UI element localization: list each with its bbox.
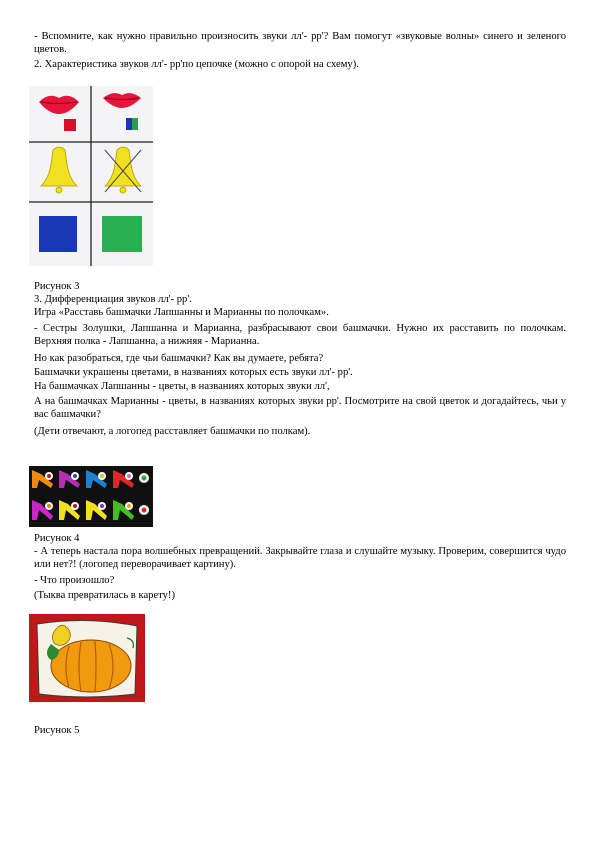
paragraph-question: Но как разобраться, где чьи башмачки? Как вы думаете, ребята? bbox=[34, 353, 324, 364]
paragraph-flowers: Башмачки украшены цветами, в названиях которых есть звуки лл'- рр'. bbox=[34, 367, 353, 378]
paragraph-lapshanna: На башмачках Лапшанны - цветы, в названиях которых звуки лл', bbox=[34, 381, 330, 392]
figure-4-shoes bbox=[29, 466, 153, 527]
green-square-icon bbox=[102, 216, 142, 252]
blue-square-icon bbox=[39, 216, 77, 252]
green-bar-icon bbox=[132, 118, 138, 130]
caption-figure-4: Рисунок 4 bbox=[34, 533, 80, 544]
paragraph-sisters: - Сестры Золушки, Лапшанна и Марианна, разбрасывают свои башмачки. Нужно их расставить по полочкам. Верхняя полка - Лапшанна, а нижняя - Марианна. bbox=[34, 323, 566, 348]
pumpkin-icon bbox=[51, 640, 131, 692]
figure-5-pumpkin bbox=[29, 614, 145, 702]
paragraph-sound-waves: - Вспомните, как нужно правильно произносить звуки лл'- рр'? Вам помогут «звуковые волны» синего и зеленого цветов. bbox=[34, 31, 566, 56]
figure-3-scheme bbox=[29, 86, 153, 266]
paragraph-characteristic: 2. Характеристика звуков лл'- рр'по цепочке (можно с опорой на схему). bbox=[34, 59, 359, 70]
paragraph-children-answer: (Дети отвечают, а логопед расставляет башмачки по полкам). bbox=[34, 426, 311, 437]
paragraph-what-happened: - Что произошло? bbox=[34, 575, 115, 586]
paragraph-magic: - А теперь настала пора волшебных превращений. Закрывайте глаза и слушайте музыку. Проверим, совершится чудо или нет?! (логопед переворачивает картину). bbox=[34, 546, 566, 571]
blue-bar-icon bbox=[126, 118, 132, 130]
caption-figure-5: Рисунок 5 bbox=[34, 725, 80, 736]
red-square-icon bbox=[64, 119, 76, 131]
caption-figure-3: Рисунок 3 bbox=[34, 281, 80, 292]
paragraph-game-title: Игра «Расставь башмачки Лапшанны и Марианны по полочкам». bbox=[34, 307, 329, 318]
paragraph-marianna: А на башмачках Марианны - цветы, в названиях которых звуки рр'. Посмотрите на свой цветок и догадайтесь, чьи у вас башмачки? bbox=[34, 396, 566, 421]
paragraph-pumpkin: (Тыква превратилась в карету!) bbox=[34, 590, 175, 601]
paragraph-differentiation: 3. Дифференциация звуков лл'- рр'. bbox=[34, 294, 192, 305]
